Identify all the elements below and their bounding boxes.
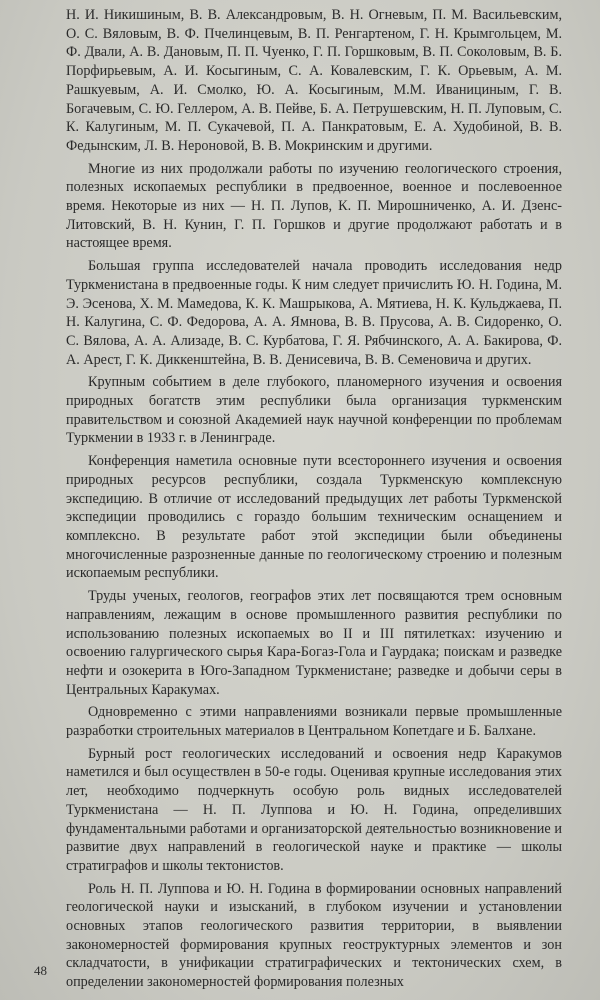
paragraph-role-of-scientists: Роль Н. П. Луппова и Ю. Н. Година в формировании основных направлений геологической науки и изысканий, в глубоком изучении и установлении основных этапов геологического развития территории, в выявлении закономерностей формирования крупных геоструктурных элементов и зон складчатости, в унификации стратиграфических и тектонических схем, в определении закономерностей формирования полезных xyxy=(66,880,562,991)
page-number: 48 xyxy=(34,963,47,978)
paragraph-building-materials: Одновременно с этими направлениями возникали первые промышленные разработки строительных материалов в Центральном Копетдаге и Б. Балхане. xyxy=(66,704,562,740)
paragraph-expedition: Конференция наметила основные пути всестороннего изучения и освоения природных ресурсов республики, создала Туркменскую комплексную экспедицию. В отличие от исследований предыдущих лет работы Туркменской экспедиции проводились с гораздо большим техническим оснащением и комплексно. В результате работ этой экспедиции были объединены многочисленные разрозненные данные по геологическому строению и полезным ископаемым республики. xyxy=(66,453,562,582)
paragraph-continued-work: Многие из них продолжали работы по изучению геологического строения, полезных ископаемых республики в предвоенное, военное и послевоенное время. Некоторые из них — Н. П. Лупов, К. П. Мирошниченко, А. И. Дзенс-Литовский, В. Н. Кунин, Г. П. Горшков и другие продолжают работать и в настоящее время. xyxy=(66,160,562,252)
paragraph-1950s-growth: Бурный рост геологических исследований и освоения недр Каракумов наметился и был осуществлен в 50-е годы. Оценивая крупные исследования этих лет, необходимо подчеркнуть особую роль видных исследователей Туркменистана — Н. П. Луппова и Ю. Н. Година, определивших фундаментальными работами и организаторской деятельностью возникновение и развитие двух направлений в геологической науке и практике — школы стратиграфов и школы тектонистов. xyxy=(66,745,562,874)
paragraph-researchers-list: Н. И. Никишиным, В. В. Александровым, В. Н. Огневым, П. М. Васильевским, О. С. Вяловым, В. Ф. Пчелинцевым, В. П. Ренгартеном, Г. Н. Крымгольцем, М. Ф. Двали, А. В. Дановым, П. П. Чуенко, Г. П. Горшковым, В. П. Соколовым, В. Б. Порфирьевым, А. И. Косыгиным, С. А. Ковалевским, Г. К. Орьевым, А. М. Рашкуевым, А. И. Смолко, Ю. А. Косыгиным, М.М. Иванициным, Г. В. Богачевым, С. Ю. Геллером, А. В. Пейве, Б. А. Петрушевским, Н. П. Луповым, С. К. Калугиным, М. П. Сукачевой, П. А. Панкратовым, Е. А. Худобиной, В. В. Федынским, Л. В. Нероновой, В. В. Мокринским и другими. xyxy=(66,7,562,154)
paragraph-prewar-researchers: Большая группа исследователей начала проводить исследования недр Туркменистана в предвоенные годы. К ним следует причислить Ю. Н. Година, М. Э. Эсенова, Х. М. Мамедова, К. К. Машрыкова, А. Мятиева, Н. К. Кульджаева, П. Н. Калугина, С. Ф. Федорова, А. А. Ямнова, В. В. Прусова, А. В. Сидоренко, О. С. Вялова, А. А. Ализаде, В. С. Курбатова, Г. Я. Рябчинского, А. А. Бакирова, Ф. А. Арест, Г. К. Диккенштейна, В. В. Денисевича, В. В. Семеновича и других. xyxy=(66,258,562,368)
paragraph-main-directions: Труды ученых, геологов, географов этих лет посвящаются трем основным направлениям, лежащим в основе промышленного развития республики по использованию полезных ископаемых во II и III пятилетках: изучению и освоению галургического сырья Кара-Богаз-Гола и Гаурдака; поискам и разведке нефти и озокерита в Юго-Западном Туркменистане; разведке и добычи серы в Центральных Каракумах. xyxy=(66,588,562,698)
paragraph-1933-conference: Крупным событием в деле глубокого, планомерного изучения и освоения природных богатств этим республики была организация туркменским правительством и союзной Академией наук научной конференции по проблемам Туркмении в 1933 г. в Ленинграде. xyxy=(66,374,562,447)
